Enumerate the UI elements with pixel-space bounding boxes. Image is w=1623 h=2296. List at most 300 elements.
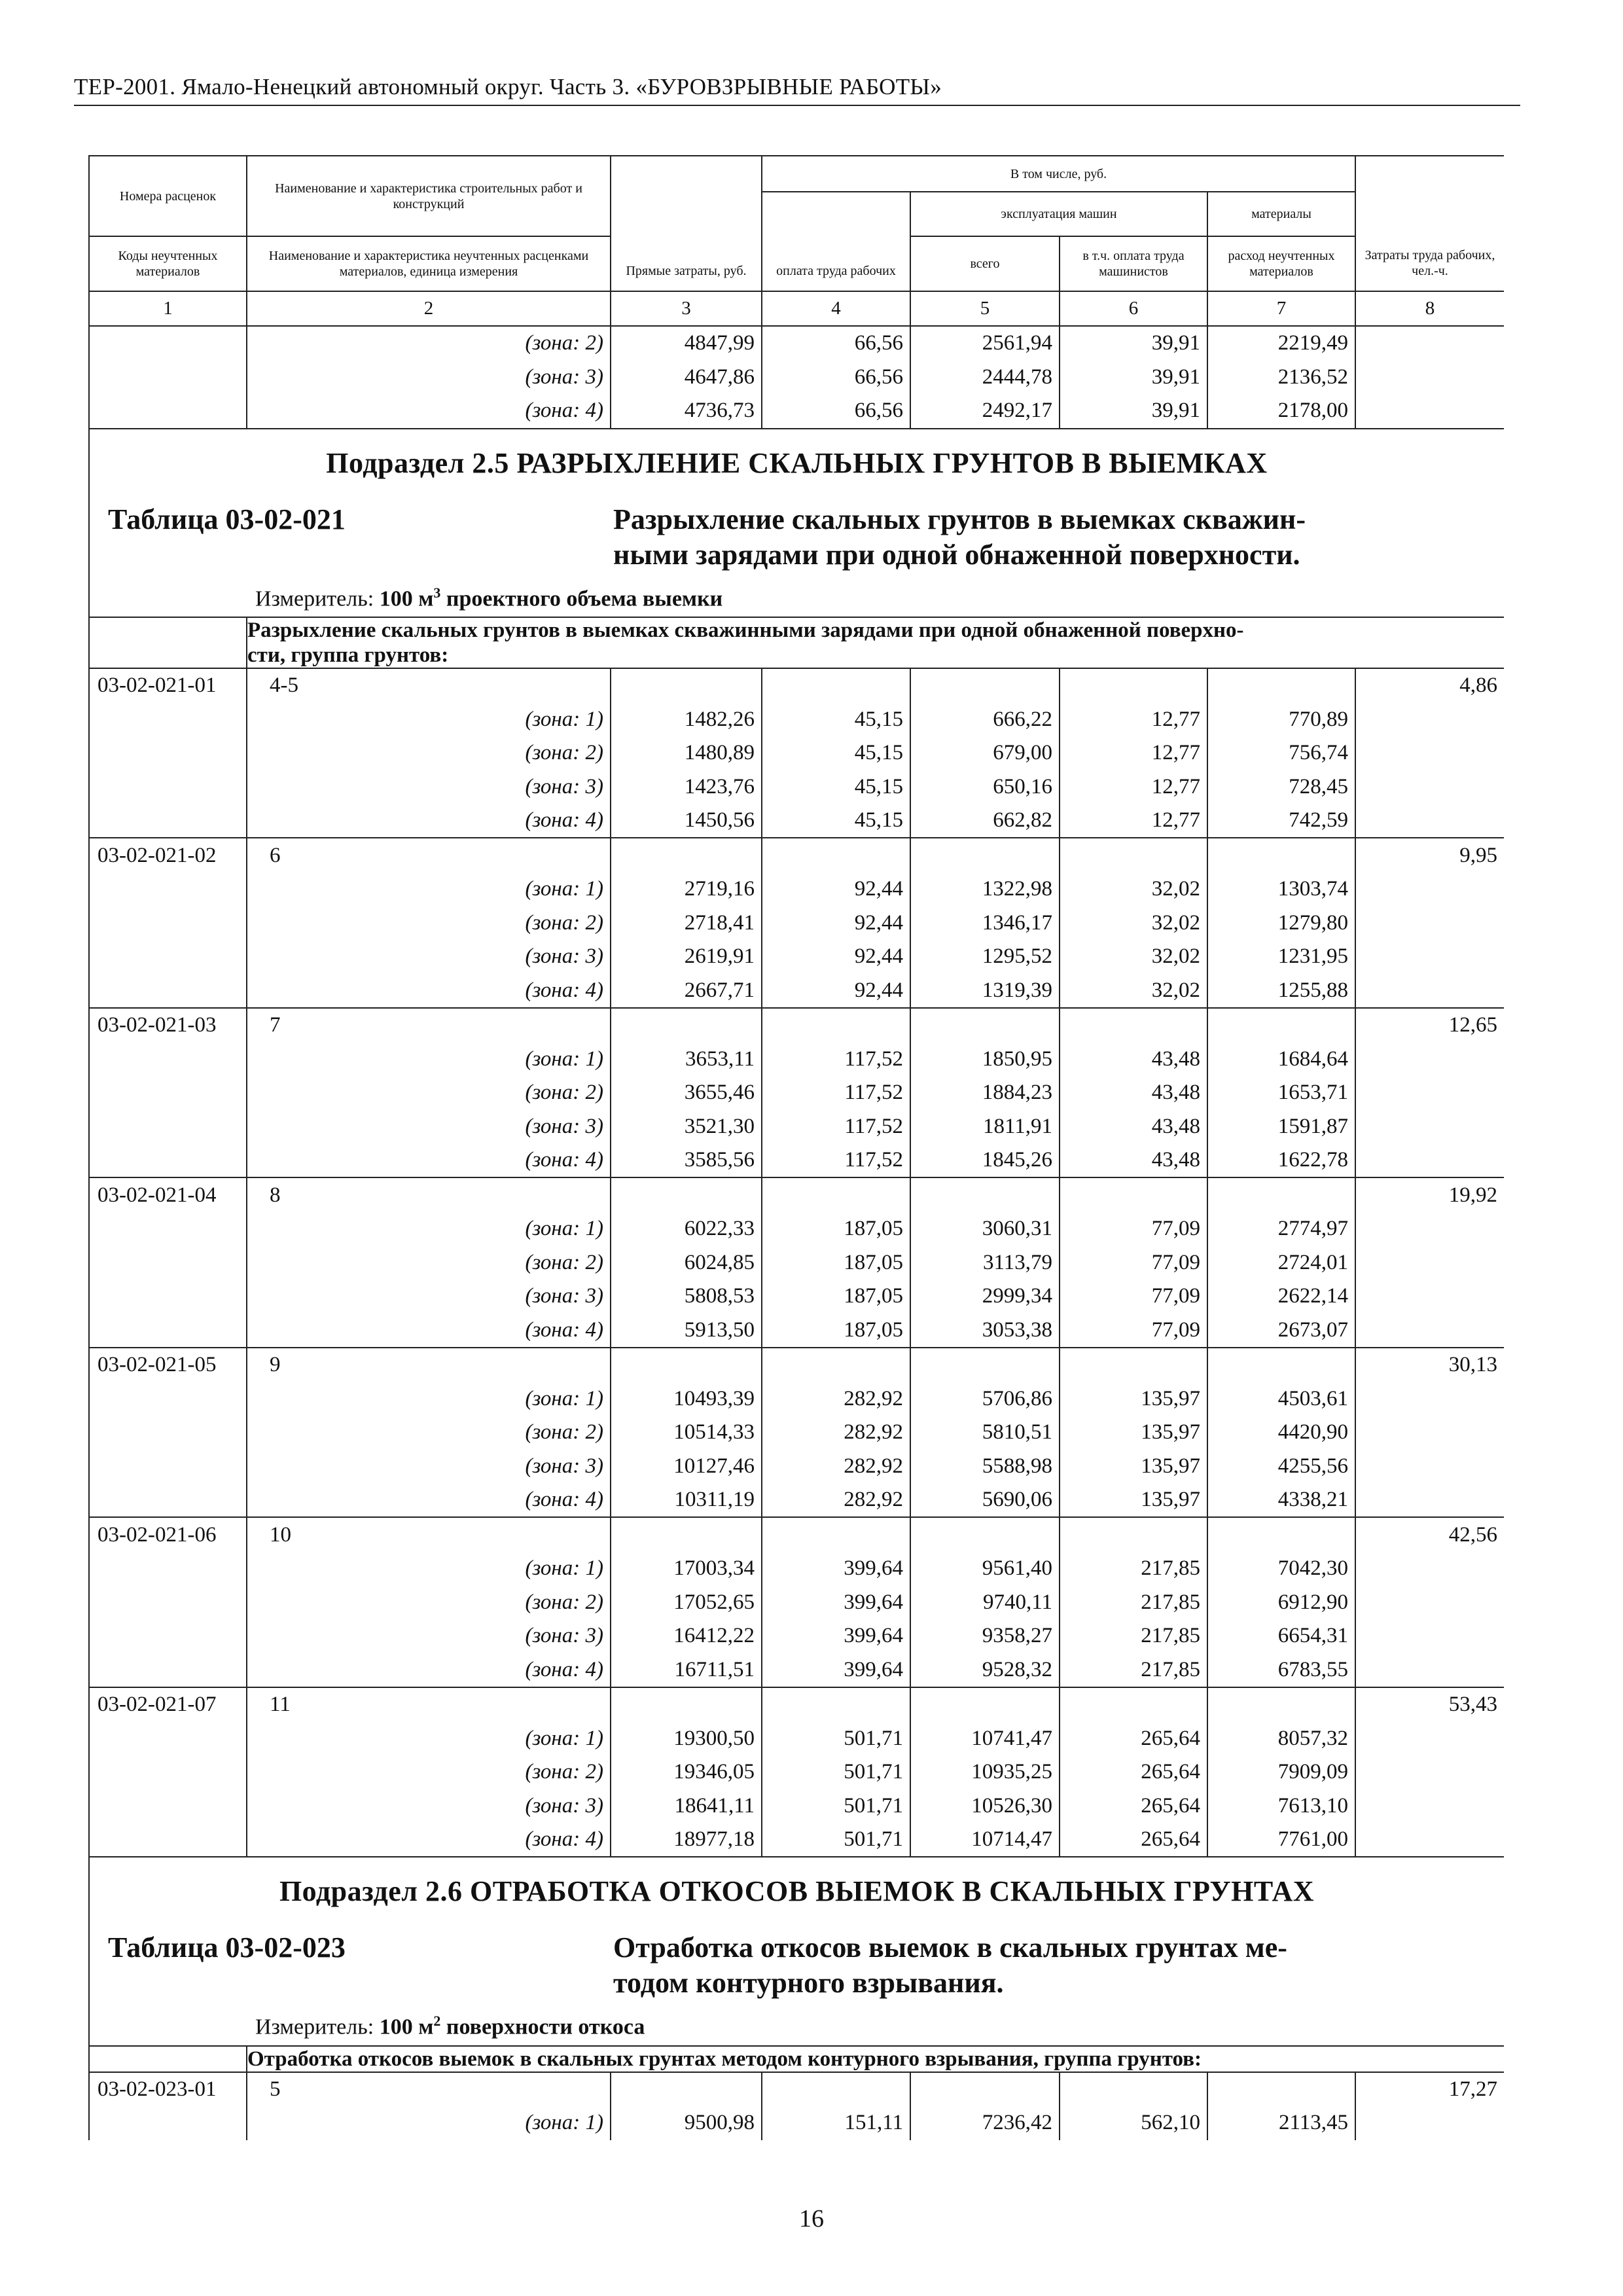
zone-row: [89, 1789, 1504, 1823]
column-index: 3: [611, 291, 762, 326]
rate-code: 03-02-021-02: [89, 838, 247, 872]
value-cell: 728,45: [1207, 770, 1355, 804]
soil-group: 8: [247, 1177, 611, 1212]
column-index: 1: [89, 291, 247, 326]
measure-object: поверхности откоса: [446, 2015, 645, 2039]
zone-row: [89, 702, 1504, 736]
zone-row: [89, 394, 1504, 429]
code-cell: [89, 1619, 247, 1653]
value-cell: 3060,31: [910, 1212, 1060, 1246]
measure-label: Измеритель:: [255, 2015, 374, 2039]
column-index: 5: [910, 291, 1060, 326]
value-cell: 2724,01: [1207, 1246, 1355, 1280]
value-cell: 4647,86: [611, 361, 762, 395]
zone-row: [89, 1109, 1504, 1143]
value-cell: [611, 2072, 762, 2107]
labor-cell: [1355, 1416, 1504, 1450]
labor-cell: [1355, 1246, 1504, 1280]
value-cell: 187,05: [762, 1313, 910, 1348]
work-description-row: [89, 2046, 1504, 2072]
rate-item-row: [89, 1687, 1504, 1722]
soil-group: 9: [247, 1348, 611, 1382]
value-cell: 282,92: [762, 1449, 910, 1483]
value-cell: [1207, 1517, 1355, 1552]
value-cell: 2667,71: [611, 973, 762, 1008]
labor-cell: [1355, 1449, 1504, 1483]
subsection-block: [89, 1857, 1504, 2045]
zone-row: [89, 1212, 1504, 1246]
value-cell: 187,05: [762, 1280, 910, 1314]
zone-row: [89, 1143, 1504, 1178]
value-cell: 4847,99: [611, 326, 762, 361]
value-cell: 5913,50: [611, 1313, 762, 1348]
zone-label: (зона: 4): [247, 1653, 611, 1687]
value-cell: 9358,27: [910, 1619, 1060, 1653]
rate-code: 03-02-021-04: [89, 1177, 247, 1212]
column-index: 7: [1207, 291, 1355, 326]
zone-row: [89, 1416, 1504, 1450]
labor-cell: [1355, 1313, 1504, 1348]
table-number: Таблица 03-02-023: [108, 1931, 346, 1964]
code-cell: [89, 906, 247, 940]
value-cell: 7042,30: [1207, 1552, 1355, 1586]
value-cell: 1423,76: [611, 770, 762, 804]
work-description: [247, 617, 1504, 668]
labor-cell: [1355, 1789, 1504, 1823]
labor-cell: [1355, 1483, 1504, 1518]
table-name-line-1: Разрыхление скальных грунтов в выемках скважин-: [613, 503, 1306, 535]
labor-cost: 19,92: [1355, 1177, 1504, 1212]
value-cell: 117,52: [762, 1109, 910, 1143]
labor-cell: [1355, 1755, 1504, 1789]
value-cell: [1207, 2072, 1355, 2107]
value-cell: 265,64: [1060, 1755, 1207, 1789]
zone-label: (зона: 4): [247, 804, 611, 838]
value-cell: 1850,95: [910, 1042, 1060, 1076]
value-cell: 18977,18: [611, 1823, 762, 1857]
header-col8: Затраты труда рабочих, чел.-ч.: [1355, 156, 1504, 291]
value-cell: 756,74: [1207, 736, 1355, 770]
value-cell: 117,52: [762, 1042, 910, 1076]
code-cell: [89, 973, 247, 1008]
zone-label: (зона: 2): [247, 1755, 611, 1789]
value-cell: 265,64: [1060, 1789, 1207, 1823]
zone-row: [89, 1653, 1504, 1687]
zone-row: [89, 1280, 1504, 1314]
value-cell: 2561,94: [910, 326, 1060, 361]
value-cell: 10935,25: [910, 1755, 1060, 1789]
price-table: [88, 155, 1504, 2140]
header-col2-bottom: Наименование и характеристика неучтенных расценками материалов, единица измерения: [247, 236, 611, 291]
labor-cell: [1355, 1823, 1504, 1857]
code-cell: [89, 1755, 247, 1789]
header-col6: в т.ч. оплата труда машинистов: [1060, 236, 1207, 291]
labor-cell: [1355, 804, 1504, 838]
value-cell: 5810,51: [910, 1416, 1060, 1450]
zone-row: [89, 736, 1504, 770]
rate-item-row: [89, 1008, 1504, 1043]
value-cell: [762, 838, 910, 872]
zone-row: [89, 1823, 1504, 1857]
value-cell: 282,92: [762, 1416, 910, 1450]
zone-label: (зона: 2): [247, 326, 611, 361]
value-cell: 135,97: [1060, 1416, 1207, 1450]
code-cell: [89, 617, 247, 668]
value-cell: 2718,41: [611, 906, 762, 940]
rate-code: 03-02-021-01: [89, 668, 247, 703]
zone-label: (зона: 3): [247, 770, 611, 804]
column-index: 8: [1355, 291, 1504, 326]
value-cell: [1207, 668, 1355, 703]
value-cell: [762, 1348, 910, 1382]
value-cell: 1279,80: [1207, 906, 1355, 940]
work-description-row: [89, 617, 1504, 668]
zone-label: (зона: 1): [247, 2106, 611, 2140]
rate-code: 03-02-021-07: [89, 1687, 247, 1722]
code-cell: [89, 1721, 247, 1755]
value-cell: 1322,98: [910, 872, 1060, 906]
value-cell: [611, 1008, 762, 1043]
code-cell: [89, 1076, 247, 1110]
value-cell: 2673,07: [1207, 1313, 1355, 1348]
code-cell: [89, 736, 247, 770]
value-cell: 43,48: [1060, 1076, 1207, 1110]
table-name-line-2: тодом контурного взрывания.: [613, 1967, 1004, 2000]
labor-cell: [1355, 736, 1504, 770]
value-cell: 77,09: [1060, 1246, 1207, 1280]
work-description-line-1: Отработка откосов выемок в скальных грунтах методом контурного взрывания, группа грунтов:: [247, 2047, 1202, 2071]
value-cell: 17003,34: [611, 1552, 762, 1586]
code-cell: [89, 1585, 247, 1619]
value-cell: [1060, 1177, 1207, 1212]
zone-label: (зона: 3): [247, 1109, 611, 1143]
value-cell: 1255,88: [1207, 973, 1355, 1008]
value-cell: [1060, 1008, 1207, 1043]
value-cell: 1884,23: [910, 1076, 1060, 1110]
zone-row: [89, 326, 1504, 361]
value-cell: 1450,56: [611, 804, 762, 838]
value-cell: 399,64: [762, 1653, 910, 1687]
value-cell: 501,71: [762, 1755, 910, 1789]
value-cell: [910, 1008, 1060, 1043]
table-title-line: [90, 1930, 1504, 1965]
value-cell: 32,02: [1060, 872, 1207, 906]
value-cell: [1207, 1348, 1355, 1382]
value-cell: 7761,00: [1207, 1823, 1355, 1857]
header-col7: расход неучтенных материалов: [1207, 236, 1355, 291]
zone-label: (зона: 3): [247, 940, 611, 974]
table-number: Таблица 03-02-021: [108, 503, 346, 535]
value-cell: 39,91: [1060, 394, 1207, 429]
value-cell: 2622,14: [1207, 1280, 1355, 1314]
labor-cell: [1355, 361, 1504, 395]
value-cell: 16412,22: [611, 1619, 762, 1653]
value-cell: 135,97: [1060, 1382, 1207, 1416]
value-cell: 217,85: [1060, 1552, 1207, 1586]
value-cell: [910, 668, 1060, 703]
column-index: 6: [1060, 291, 1207, 326]
value-cell: 282,92: [762, 1382, 910, 1416]
value-cell: 7909,09: [1207, 1755, 1355, 1789]
value-cell: 32,02: [1060, 906, 1207, 940]
work-description-line-1: Разрыхление скальных грунтов в выемках скважинными зарядами при одной обнаженной поверхно-: [247, 618, 1244, 642]
value-cell: 39,91: [1060, 361, 1207, 395]
value-cell: 10714,47: [910, 1823, 1060, 1857]
value-cell: 1231,95: [1207, 940, 1355, 974]
value-cell: 9528,32: [910, 1653, 1060, 1687]
page-number: 16: [799, 2205, 824, 2233]
value-cell: 92,44: [762, 872, 910, 906]
header-col1-bottom: Коды неучтенных материалов: [89, 236, 247, 291]
value-cell: [611, 838, 762, 872]
value-cell: 17052,65: [611, 1585, 762, 1619]
value-cell: 32,02: [1060, 940, 1207, 974]
value-cell: 4503,61: [1207, 1382, 1355, 1416]
value-cell: 7236,42: [910, 2106, 1060, 2140]
table-title-line: [90, 537, 1504, 573]
value-cell: 151,11: [762, 2106, 910, 2140]
zone-label: (зона: 1): [247, 872, 611, 906]
work-description: [247, 2046, 1504, 2072]
code-cell: [89, 1246, 247, 1280]
labor-cell: [1355, 1143, 1504, 1178]
labor-cell: [1355, 940, 1504, 974]
value-cell: 16711,51: [611, 1653, 762, 1687]
code-cell: [89, 872, 247, 906]
value-cell: 32,02: [1060, 973, 1207, 1008]
value-cell: 2999,34: [910, 1280, 1060, 1314]
table-title-line: [90, 1965, 1504, 2001]
value-cell: 6783,55: [1207, 1653, 1355, 1687]
value-cell: 2113,45: [1207, 2106, 1355, 2140]
labor-cell: [1355, 1109, 1504, 1143]
value-cell: 3053,38: [910, 1313, 1060, 1348]
measure-object: проектного объема выемки: [446, 586, 723, 611]
soil-group: 10: [247, 1517, 611, 1552]
value-cell: 4338,21: [1207, 1483, 1355, 1518]
value-cell: 7613,10: [1207, 1789, 1355, 1823]
value-cell: 1845,26: [910, 1143, 1060, 1178]
zone-label: (зона: 3): [247, 1789, 611, 1823]
code-cell: [89, 1449, 247, 1483]
value-cell: 399,64: [762, 1619, 910, 1653]
value-cell: [1060, 668, 1207, 703]
zone-label: (зона: 3): [247, 1449, 611, 1483]
zone-row: [89, 1552, 1504, 1586]
value-cell: 43,48: [1060, 1143, 1207, 1178]
running-head: ТЕР-2001. Ямало-Ненецкий автономный округ. Часть 3. «БУРОВЗРЫВНЫЕ РАБОТЫ»: [74, 74, 942, 99]
labor-cost: 9,95: [1355, 838, 1504, 872]
header-materials: материалы: [1207, 192, 1355, 236]
value-cell: 77,09: [1060, 1313, 1207, 1348]
value-cell: 2492,17: [910, 394, 1060, 429]
value-cell: 1622,78: [1207, 1143, 1355, 1178]
soil-group: 7: [247, 1008, 611, 1043]
labor-cell: [1355, 1619, 1504, 1653]
value-cell: 1295,52: [910, 940, 1060, 974]
labor-cell: [1355, 1042, 1504, 1076]
value-cell: 117,52: [762, 1143, 910, 1178]
code-cell: [89, 770, 247, 804]
zone-label: (зона: 1): [247, 1042, 611, 1076]
value-cell: [1207, 838, 1355, 872]
value-cell: 399,64: [762, 1552, 910, 1586]
value-cell: 12,77: [1060, 736, 1207, 770]
subsection-block: [89, 429, 1504, 617]
value-cell: 10741,47: [910, 1721, 1060, 1755]
value-cell: 5808,53: [611, 1280, 762, 1314]
value-cell: 3521,30: [611, 1109, 762, 1143]
value-cell: 66,56: [762, 361, 910, 395]
value-cell: 2774,97: [1207, 1212, 1355, 1246]
value-cell: 742,59: [1207, 804, 1355, 838]
value-cell: 6024,85: [611, 1246, 762, 1280]
labor-cell: [1355, 872, 1504, 906]
code-cell: [89, 702, 247, 736]
labor-cell: [1355, 1382, 1504, 1416]
code-cell: [89, 1042, 247, 1076]
value-cell: 45,15: [762, 736, 910, 770]
code-cell: [89, 1109, 247, 1143]
value-cell: [1060, 1687, 1207, 1722]
labor-cell: [1355, 906, 1504, 940]
zone-label: (зона: 2): [247, 736, 611, 770]
value-cell: 92,44: [762, 940, 910, 974]
value-cell: 1480,89: [611, 736, 762, 770]
value-cell: 10493,39: [611, 1382, 762, 1416]
value-cell: 4736,73: [611, 394, 762, 429]
value-cell: 282,92: [762, 1483, 910, 1518]
labor-cell: [1355, 326, 1504, 361]
measure-unit: [90, 579, 1504, 613]
code-cell: [89, 394, 247, 429]
rate-item-row: [89, 1348, 1504, 1382]
soil-group: 6: [247, 838, 611, 872]
value-cell: 19346,05: [611, 1755, 762, 1789]
value-cell: 217,85: [1060, 1653, 1207, 1687]
value-cell: 2219,49: [1207, 326, 1355, 361]
code-cell: [89, 1416, 247, 1450]
zone-row: [89, 1449, 1504, 1483]
value-cell: [762, 1687, 910, 1722]
value-cell: 12,77: [1060, 770, 1207, 804]
labor-cost: 42,56: [1355, 1517, 1504, 1552]
value-cell: 6654,31: [1207, 1619, 1355, 1653]
value-cell: [910, 2072, 1060, 2107]
zone-label: (зона: 1): [247, 1212, 611, 1246]
value-cell: 2619,91: [611, 940, 762, 974]
subsection-title: Подраздел 2.6 ОТРАБОТКА ОТКОСОВ ВЫЕМОК В СКАЛЬНЫХ ГРУНТАХ: [279, 1875, 1315, 1908]
value-cell: [611, 1517, 762, 1552]
value-cell: 1482,26: [611, 702, 762, 736]
labor-cell: [1355, 2106, 1504, 2140]
labor-cell: [1355, 1653, 1504, 1687]
code-cell: [89, 940, 247, 974]
labor-cost: 17,27: [1355, 2072, 1504, 2107]
rate-code: 03-02-021-03: [89, 1008, 247, 1043]
value-cell: [1060, 1348, 1207, 1382]
zone-row: [89, 940, 1504, 974]
zone-row: [89, 1721, 1504, 1755]
value-cell: 3655,46: [611, 1076, 762, 1110]
zone-label: (зона: 2): [247, 1076, 611, 1110]
zone-row: [89, 770, 1504, 804]
value-cell: 39,91: [1060, 326, 1207, 361]
value-cell: 2136,52: [1207, 361, 1355, 395]
price-table-frame: [88, 155, 1504, 2170]
value-cell: 5690,06: [910, 1483, 1060, 1518]
header-col1-top: Номера расценок: [89, 156, 247, 236]
table-title-line: [90, 502, 1504, 537]
labor-cost: 4,86: [1355, 668, 1504, 703]
rate-item-row: [89, 1177, 1504, 1212]
soil-group: 5: [247, 2072, 611, 2107]
value-cell: 399,64: [762, 1585, 910, 1619]
value-cell: 9740,11: [910, 1585, 1060, 1619]
zone-row: [89, 1042, 1504, 1076]
value-cell: 12,77: [1060, 702, 1207, 736]
value-cell: 2444,78: [910, 361, 1060, 395]
rate-item-row: [89, 2072, 1504, 2107]
zone-label: (зона: 1): [247, 702, 611, 736]
measure-power: 2: [433, 2013, 441, 2030]
value-cell: 501,71: [762, 1823, 910, 1857]
code-cell: [89, 1483, 247, 1518]
labor-cost: 30,13: [1355, 1348, 1504, 1382]
code-cell: [89, 326, 247, 361]
labor-cell: [1355, 770, 1504, 804]
header-col3: Прямые затраты, руб.: [611, 156, 762, 291]
code-cell: [89, 361, 247, 395]
value-cell: [611, 1177, 762, 1212]
zone-label: (зона: 4): [247, 1143, 611, 1178]
zone-row: [89, 1585, 1504, 1619]
zone-label: (зона: 2): [247, 1246, 611, 1280]
value-cell: 18641,11: [611, 1789, 762, 1823]
value-cell: [910, 1177, 1060, 1212]
value-cell: 12,77: [1060, 804, 1207, 838]
subsection-cell: [89, 429, 1504, 617]
zone-row: [89, 1382, 1504, 1416]
zone-row: [89, 973, 1504, 1008]
value-cell: [910, 838, 1060, 872]
code-cell: [89, 804, 247, 838]
value-cell: 187,05: [762, 1212, 910, 1246]
zone-label: (зона: 2): [247, 1416, 611, 1450]
value-cell: 2178,00: [1207, 394, 1355, 429]
rate-code: 03-02-021-06: [89, 1517, 247, 1552]
value-cell: [910, 1687, 1060, 1722]
value-cell: 1346,17: [910, 906, 1060, 940]
measure-power: 3: [433, 584, 441, 601]
value-cell: [1060, 838, 1207, 872]
measure-amount: 100 м: [379, 586, 434, 611]
table-name-line-1: Отработка откосов выемок в скальных грунтах ме-: [613, 1931, 1287, 1964]
value-cell: 1684,64: [1207, 1042, 1355, 1076]
table-name-line-2: ными зарядами при одной обнаженной поверхности.: [613, 538, 1300, 571]
value-cell: 3585,56: [611, 1143, 762, 1178]
zone-label: (зона: 1): [247, 1721, 611, 1755]
value-cell: 135,97: [1060, 1449, 1207, 1483]
value-cell: 6912,90: [1207, 1585, 1355, 1619]
code-cell: [89, 1382, 247, 1416]
value-cell: 117,52: [762, 1076, 910, 1110]
zone-label: (зона: 4): [247, 394, 611, 429]
code-cell: [89, 1280, 247, 1314]
labor-cell: [1355, 973, 1504, 1008]
value-cell: [611, 1348, 762, 1382]
value-cell: [762, 1517, 910, 1552]
